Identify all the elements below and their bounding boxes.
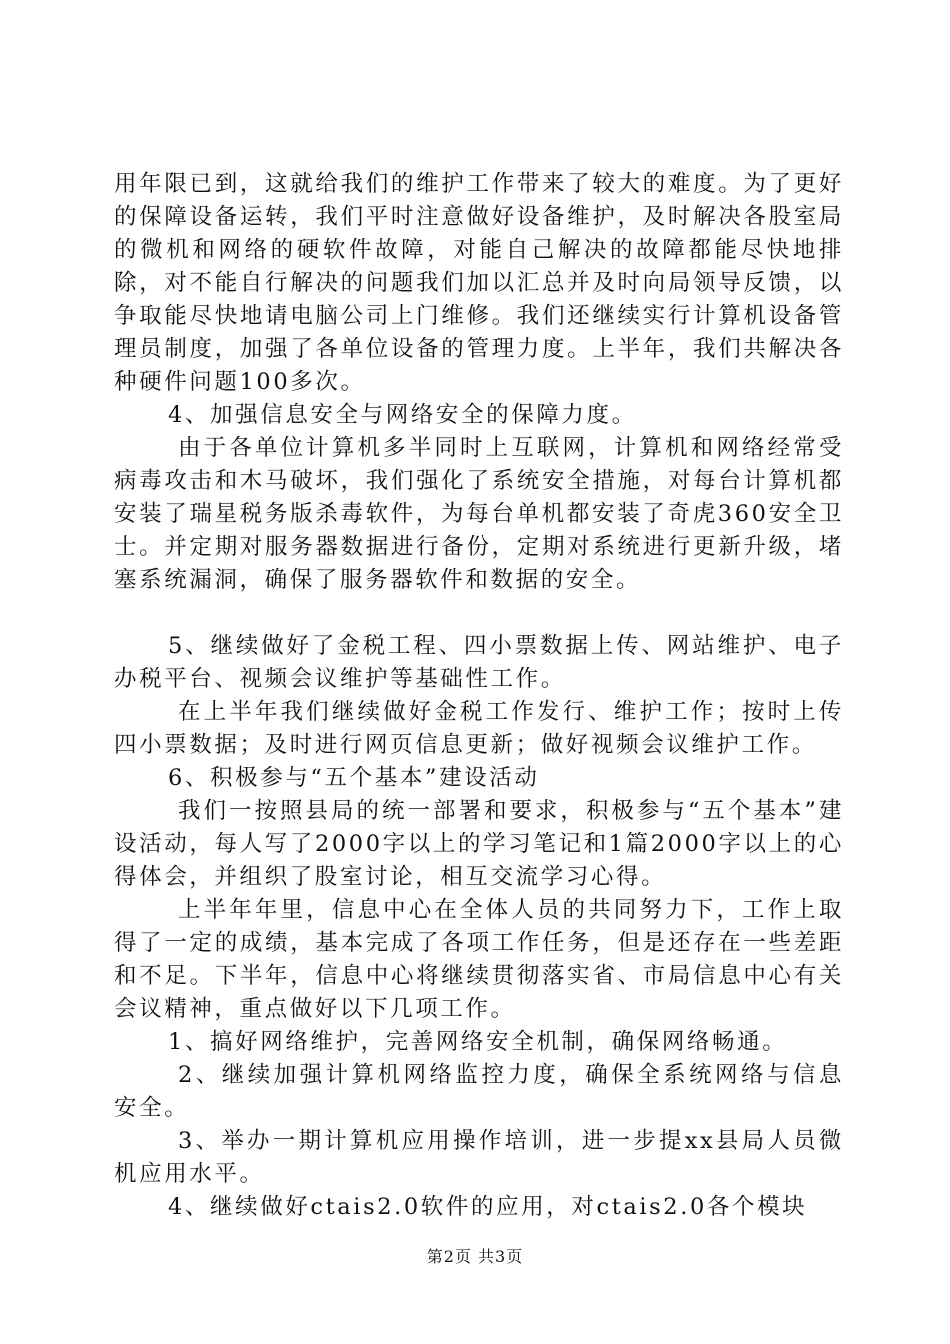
paragraph-summary: 上半年年里，信息中心在全体人员的共同努力下，工作上取得了一定的成绩，基本完成了各项工作任务，但是还存在一些差距和不足。下半年，信息中心将继续贯彻落实省、市局信息中心有关会议精神，重点做好以下几项工作。 [114, 897, 844, 1022]
plan-item-2: 2、继续加强计算机网络监控力度，确保全系统网络与信息安全。 [114, 1062, 844, 1121]
plan-item-1: 1、搞好网络维护，完善网络安全机制，确保网络畅通。 [168, 1029, 788, 1055]
paragraph-gap [114, 597, 844, 630]
plan-item-3: 3、举办一期计算机应用操作培训，进一步提xx县局人员微机应用水平。 [114, 1128, 844, 1187]
section-heading-4: 4、加强信息安全与网络安全的保障力度。 [168, 402, 637, 428]
section-heading-5: 5、继续做好了金税工程、四小票数据上传、网站维护、电子办税平台、视频会议维护等基础性工作。 [114, 633, 844, 692]
paragraph-golden-tax: 在上半年我们继续做好金税工作发行、维护工作；按时上传四小票数据；及时进行网页信息更新；做好视频会议维护工作。 [114, 699, 844, 758]
paragraph-five-basics: 我们一按照县局的统一部署和要求，积极参与“五个基本”建设活动，每人写了2000字以上的学习笔记和1篇2000字以上的心得体会，并组织了股室讨论，相互交流学习心得。 [114, 798, 844, 890]
document-body [114, 168, 844, 1224]
paragraph-security: 由于各单位计算机多半同时上互联网，计算机和网络经常受病毒攻击和木马破坏，我们强化了系统安全措施，对每台计算机都安装了瑞星税务版杀毒软件，为每台单机都安装了奇虎360安全卫士。并定期对服务器数据进行备份，定期对系统进行更新升级，堵塞系统漏洞，确保了服务器软件和数据的安全。 [114, 435, 844, 593]
paragraph-continued: 用年限已到，这就给我们的维护工作带来了较大的难度。为了更好的保障设备运转，我们平时注意做好设备维护，及时解决各股室局的微机和网络的硬软件故障，对能自己解决的故障都能尽快地排除，对不能自行解决的问题我们加以汇总并及时向局领导反馈，以争取能尽快地请电脑公司上门维修。我们还继续实行计算机设备管理员制度，加强了各单位设备的管理力度。上半年，我们共解决各种硬件问题100多次。 [114, 171, 844, 395]
section-heading-6: 6、积极参与“五个基本”建设活动 [168, 765, 540, 791]
plan-item-4: 4、继续做好ctais2.0软件的应用，对ctais2.0各个模块 [168, 1194, 808, 1220]
page-footer: 第2页 共3页 [426, 1247, 524, 1266]
